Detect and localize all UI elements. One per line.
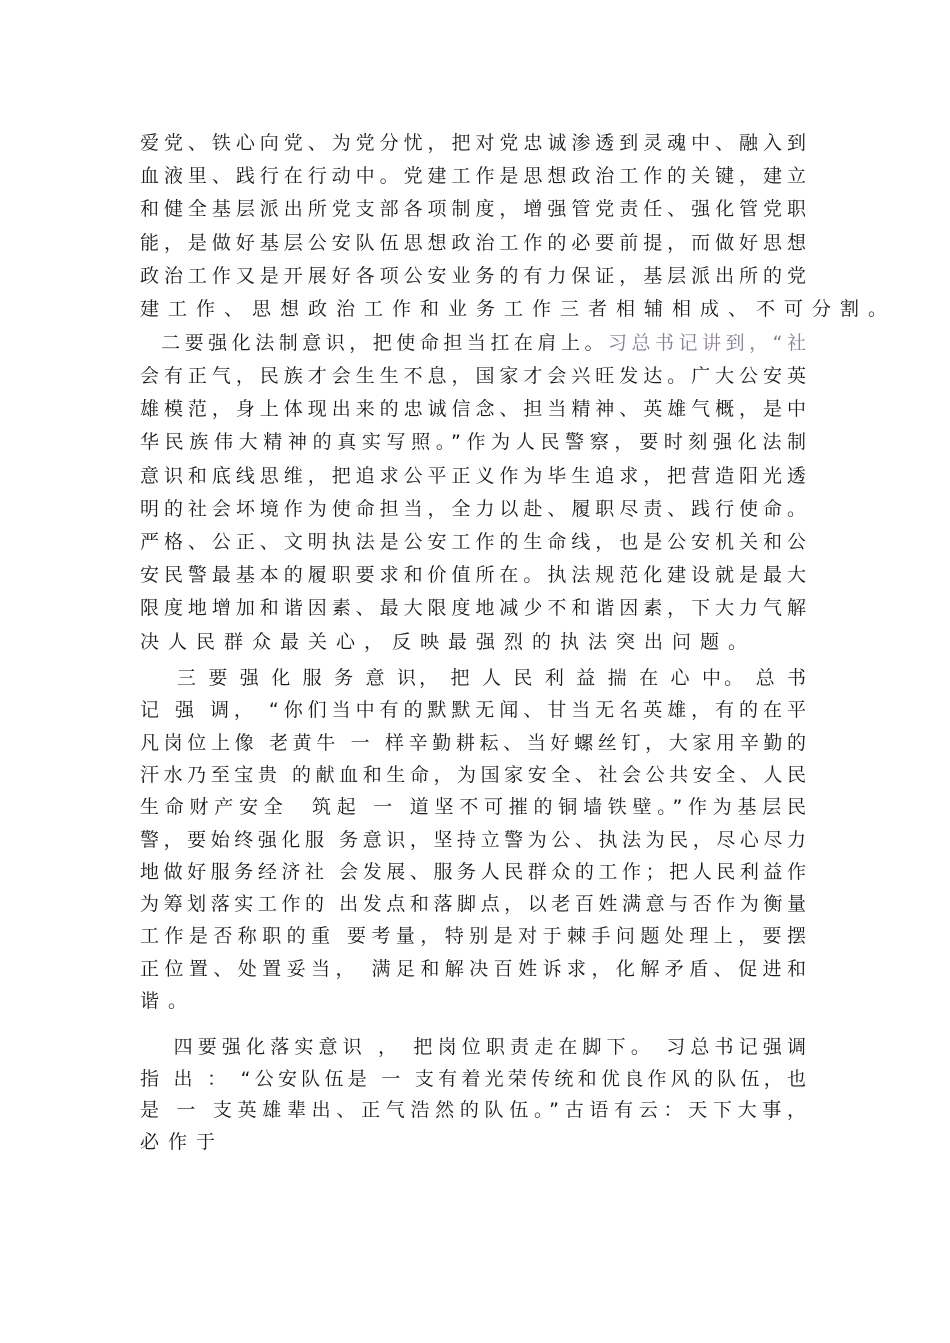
paragraph-1-line: 政治工作又是开展好各项公安业务的有力保证，基层派出所的党 [140, 264, 808, 287]
paragraph-2-line [140, 331, 808, 355]
paragraph-1-line: 建工作、思想政治工作和业务工作三者相辅相成、不可分割。 [140, 298, 897, 320]
paragraph-4-line: 必作于 [140, 1130, 225, 1153]
paragraph-3-line: 正位置、处置妥当， 满足和解决百姓诉求，化解矛盾、促进和 [140, 957, 808, 980]
paragraph-2-line: 意识和底线思维，把追求公平正义作为毕生追求，把营造阳光透 [140, 464, 808, 487]
paragraph-2-line: 限度地增加和谐因素、最大限度地减少不和谐因素，下大力气解 [140, 597, 808, 620]
paragraph-3-line: 谐。 [140, 990, 197, 1012]
paragraph-1-line: 和健全基层派出所党支部各项制度，增强管党责任、强化管党职 [140, 198, 808, 221]
paragraph-3-line: 记 强 调， “你们当中有的默默无闻、甘当无名英雄，有的在平 [140, 699, 808, 722]
paragraph-4-line: 指 出 ： “公安队伍是 一 支有着光荣传统和优良作风的队伍，也 [140, 1067, 808, 1090]
paragraph-1-line: 爱党、铁心向党、为党分忧，把对党忠诚渗透到灵魂中、融入到 [140, 132, 808, 154]
paragraph-2-lead: 二要强化法制意识，把使命担当扛在肩上。 [140, 332, 608, 354]
paragraph-3-line: 汗水乃至宝贵 的献血和生命，为国家安全、社会公共安全、人民 [140, 763, 808, 786]
paragraph-3-line: 为筹划落实工作的 出发点和落脚点，以老百姓满意与否作为衡量 [140, 893, 808, 916]
paragraph-4-line: 四要强化落实意识 ， 把岗位职责走在脚下。 习总书记强调 [140, 1036, 808, 1058]
paragraph-4-line: 是 一 支英雄辈出、正气浩然的队伍。”古语有云：天下大事， [140, 1099, 808, 1122]
paragraph-1-line: 能，是做好基层公安队伍思想政治工作的必要前提，而做好思想 [140, 231, 808, 254]
paragraph-2-line: 决人民群众最关心，反映最强烈的执法突出问题。 [140, 630, 757, 653]
paragraph-2-line: 严格、公正、文明执法是公安工作的生命线，也是公安机关和公 [140, 531, 808, 553]
paragraph-2-line: 明的社会坏境作为使命担当，全力以赴、履职尽责、践行使命。 [140, 497, 808, 520]
paragraph-3-line: 凡岗位上像 老黄牛 一 样辛勤耕耘、当好螺丝钉，大家用辛勤的 [140, 731, 808, 754]
quote-attribution-highlight: 习总书记讲到，“社 [608, 332, 808, 354]
paragraph-3-line: 地做好服务经济社 会发展、服务人民群众的工作；把人民利益作 [140, 860, 808, 883]
paragraph-2-line: 华民族伟大精神的真实写照。”作为人民警察，要时刻强化法制 [140, 431, 808, 454]
paragraph-1-line: 血液里、践行在行动中。党建工作是思想政治工作的关键，建立 [140, 165, 808, 188]
paragraph-3-line: 警，要始终强化服 务意识，坚持立警为公、执法为民，尽心尽力 [140, 828, 808, 851]
paragraph-3-line: 工作是否称职的重 要考量，特别是对于棘手问题处理上，要摆 [140, 925, 808, 948]
paragraph-2-line: 安民警最基本的履职要求和价值所在。执法规范化建设就是最大 [140, 564, 808, 587]
paragraph-2-line: 雄模范，身上体现出来的忠诚信念、担当精神、英雄气概，是中 [140, 398, 808, 421]
paragraph-3-line: 三 要 强 化 服 务 意 识， 把 人 民 利 益 揣 在 心 中。 总 书 [140, 667, 808, 689]
paragraph-2-line: 会有正气，民族才会生生不息，国家才会兴旺发达。广大公安英 [140, 365, 808, 387]
paragraph-3-line: 生命财产安全 筑起 一 道坚不可摧的铜墙铁壁。”作为基层民 [140, 796, 808, 819]
